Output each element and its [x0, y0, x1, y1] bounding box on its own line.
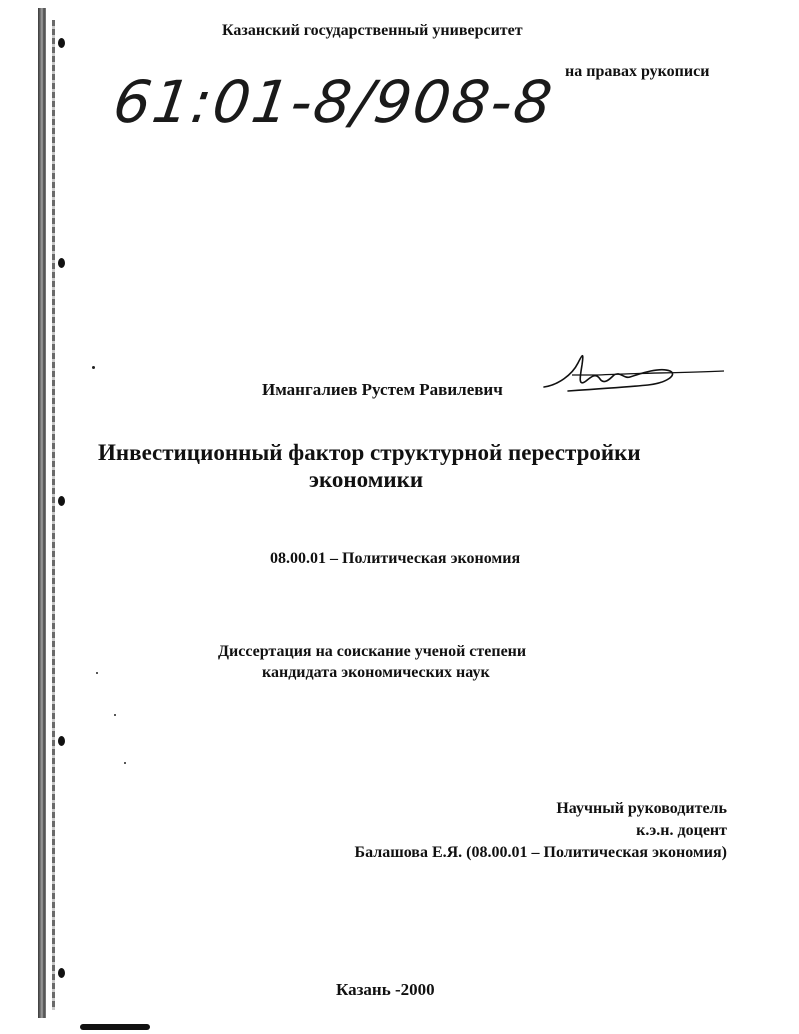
author-signature: [538, 345, 728, 400]
supervisor-role: Научный руководитель: [556, 800, 727, 817]
handwritten-catalog-number: 61:01-8/908-8: [109, 68, 558, 136]
degree-statement-line-2: кандидата экономических наук: [262, 664, 490, 681]
university-name: Казанский государственный университет: [222, 22, 523, 39]
scan-bottom-mark: [80, 1024, 150, 1030]
supervisor-degree: к.э.н. доцент: [636, 822, 727, 839]
punch-hole-mark: [58, 496, 65, 506]
punch-hole-mark: [58, 968, 65, 978]
city-year: Казань -2000: [336, 980, 435, 999]
scan-speck: [124, 762, 126, 764]
supervisor-name: Балашова Е.Я. (08.00.01 – Политическая экономия): [354, 844, 727, 861]
binding-edge: [38, 8, 46, 1018]
supervisor-block: [355, 798, 728, 864]
dissertation-title-line-2: экономики: [309, 467, 424, 492]
punch-hole-mark: [58, 38, 65, 48]
degree-statement-line-1: Диссертация на соискание ученой степени: [218, 643, 527, 660]
author-name: Имангалиев Рустем Равилевич: [262, 380, 503, 399]
manuscript-rights-label: на правах рукописи: [565, 63, 710, 80]
binding-edge-shadow: [52, 20, 55, 1010]
scan-speck: [96, 672, 98, 674]
scan-speck: [92, 366, 95, 369]
specialty-code: 08.00.01 – Политическая экономия: [270, 550, 521, 567]
punch-hole-mark: [58, 736, 65, 746]
scan-speck: [114, 714, 116, 716]
punch-hole-mark: [58, 258, 65, 268]
dissertation-title-line-1: Инвестиционный фактор структурной перестройки: [98, 440, 641, 465]
